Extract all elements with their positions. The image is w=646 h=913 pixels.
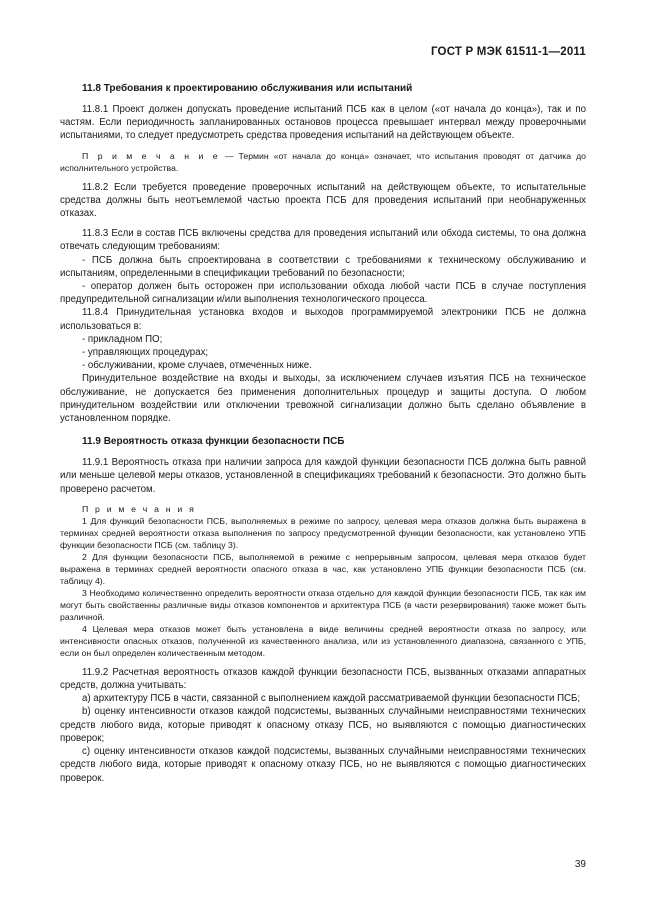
list-item: c) оценку интенсивности отказов каждой подсистемы, вызванных случайными неисправностями технических средств любого вида, которые приводят к опасному отказу ПСБ, но не выявляются с помощью диагностических проверок. (60, 746, 586, 784)
notes-label: П р и м е ч а н и я (82, 503, 196, 514)
list-item: - оператор должен быть осторожен при использовании обхода любой части ПСБ в случае поступления предупредительной сигнализации и/или выполнения технологического процесса. (60, 281, 586, 306)
note-text: — Термин «от начала до конца» означает, что испытания проводят от датчика до исполнительного устройства. (60, 150, 586, 173)
note-item: 2 Для функции безопасности ПСБ, выполняемой в режиме с непрерывным запросом, целевая мера отказов будет выражена в терминах средней вероятности опасного отказа в час, как установлено УПБ функции безопасности ПСБ (см. таблицу 4). (60, 551, 586, 586)
note-label: П р и м е ч а н и е (82, 150, 220, 161)
paragraph-forced-inputs: Принудительное воздействие на входы и выходы, за исключением случаев изъятия ПСБ на техническое обслуживание, не допускается без применения дополнительных процедур и защиты доступа. О любом принудительном воздействии или отключении тревожной сигнализации должно быть сделано объявление в установленном порядке. (60, 373, 586, 425)
section-heading-11-9: 11.9 Вероятность отказа функции безопасности ПСБ (82, 436, 345, 448)
page-number: 39 (574, 859, 586, 870)
paragraph-11-8-1: 11.8.1 Проект должен допускать проведение испытаний ПСБ как в целом («от начала до конца»), так и по частям. Если периодичность запланированных остановов процесса превышает интервал между проверочными испытаниями, то следует предусмотреть средства проведения испытаний на действующем объекте. (60, 104, 586, 142)
note-11-8-1 (60, 150, 586, 174)
list-item: а) архитектуру ПСБ в части, связанной с выполнением каждой рассматриваемой функции безопасности ПСБ; (82, 693, 581, 705)
list-item: - ПСБ должна быть спроектирована в соответствии с требованиями к техническому обслуживанию и испытаниям, определенными в спецификации требований по безопасности; (60, 254, 586, 279)
paragraph-11-9-1: 11.9.1 Вероятность отказа при наличии запроса для каждой функции безопасности ПСБ должна быть равной или меньше целевой меры отказов, установленной в спецификациях требований к безопасности. Это должно быть проверено расчетом. (60, 457, 586, 495)
note-item: 4 Целевая мера отказов может быть установлена в виде величины средней вероятности отказа по запросу, или интенсивности опасных отказов, полученной из качественного анализа, или из установленного диапазона, связанного с УПБ, если он был определен количественным методом. (60, 623, 586, 658)
list-item: b) оценку интенсивности отказов каждой подсистемы, вызванных случайными неисправностями технических средств любого вида, которые приводят к опасному отказу ПСБ, но выявляются с помощью диагностических проверок; (60, 706, 586, 744)
paragraph-11-8-2: 11.8.2 Если требуется проведение проверочных испытаний на действующем объекте, то испытательные средства должны быть неотъемлемой частью проекта ПСБ для проведения испытаний при необнаруженных отказах. (60, 181, 586, 220)
list-item: - прикладном ПО; (82, 333, 163, 345)
paragraph-11-9-2: 11.9.2 Расчетная вероятность отказов каждой функции безопасности ПСБ, вызванных отказами аппаратных средств, должна учитывать: (60, 666, 586, 692)
document-header: ГОСТ Р МЭК 61511-1—2011 (430, 46, 586, 58)
list-item: - управляющих процедурах; (82, 347, 209, 359)
paragraph-11-8-4: 11.8.4 Принудительная установка входов и выходов программируемой электроники ПСБ не должна использоваться в: (60, 307, 586, 332)
paragraph-11-8-3: 11.8.3 Если в состав ПСБ включены средства для проведения испытаний или обхода системы, то она должна отвечать следующим требованиям: (60, 228, 586, 253)
note-item: 3 Необходимо количественно определить вероятности отказа отдельно для каждой функции безопасности ПСБ, так как им могут быть свойственны различные виды отказов компонентов и архитектура ПСБ (в части резервирования) также может быть различной. (60, 587, 586, 622)
list-item: - обслуживании, кроме случаев, отмеченных ниже. (82, 360, 312, 372)
note-item: 1 Для функций безопасности ПСБ, выполняемых в режиме по запросу, целевая мера отказов должна быть выражена в терминах средней вероятности отказа выполнения по запросу предусмотренной функции безопасности, как установлено УПБ функции безопасности ПСБ (см. таблицу 3). (60, 515, 586, 550)
section-heading-11-8: 11.8 Требования к проектированию обслуживания или испытаний (82, 83, 413, 94)
